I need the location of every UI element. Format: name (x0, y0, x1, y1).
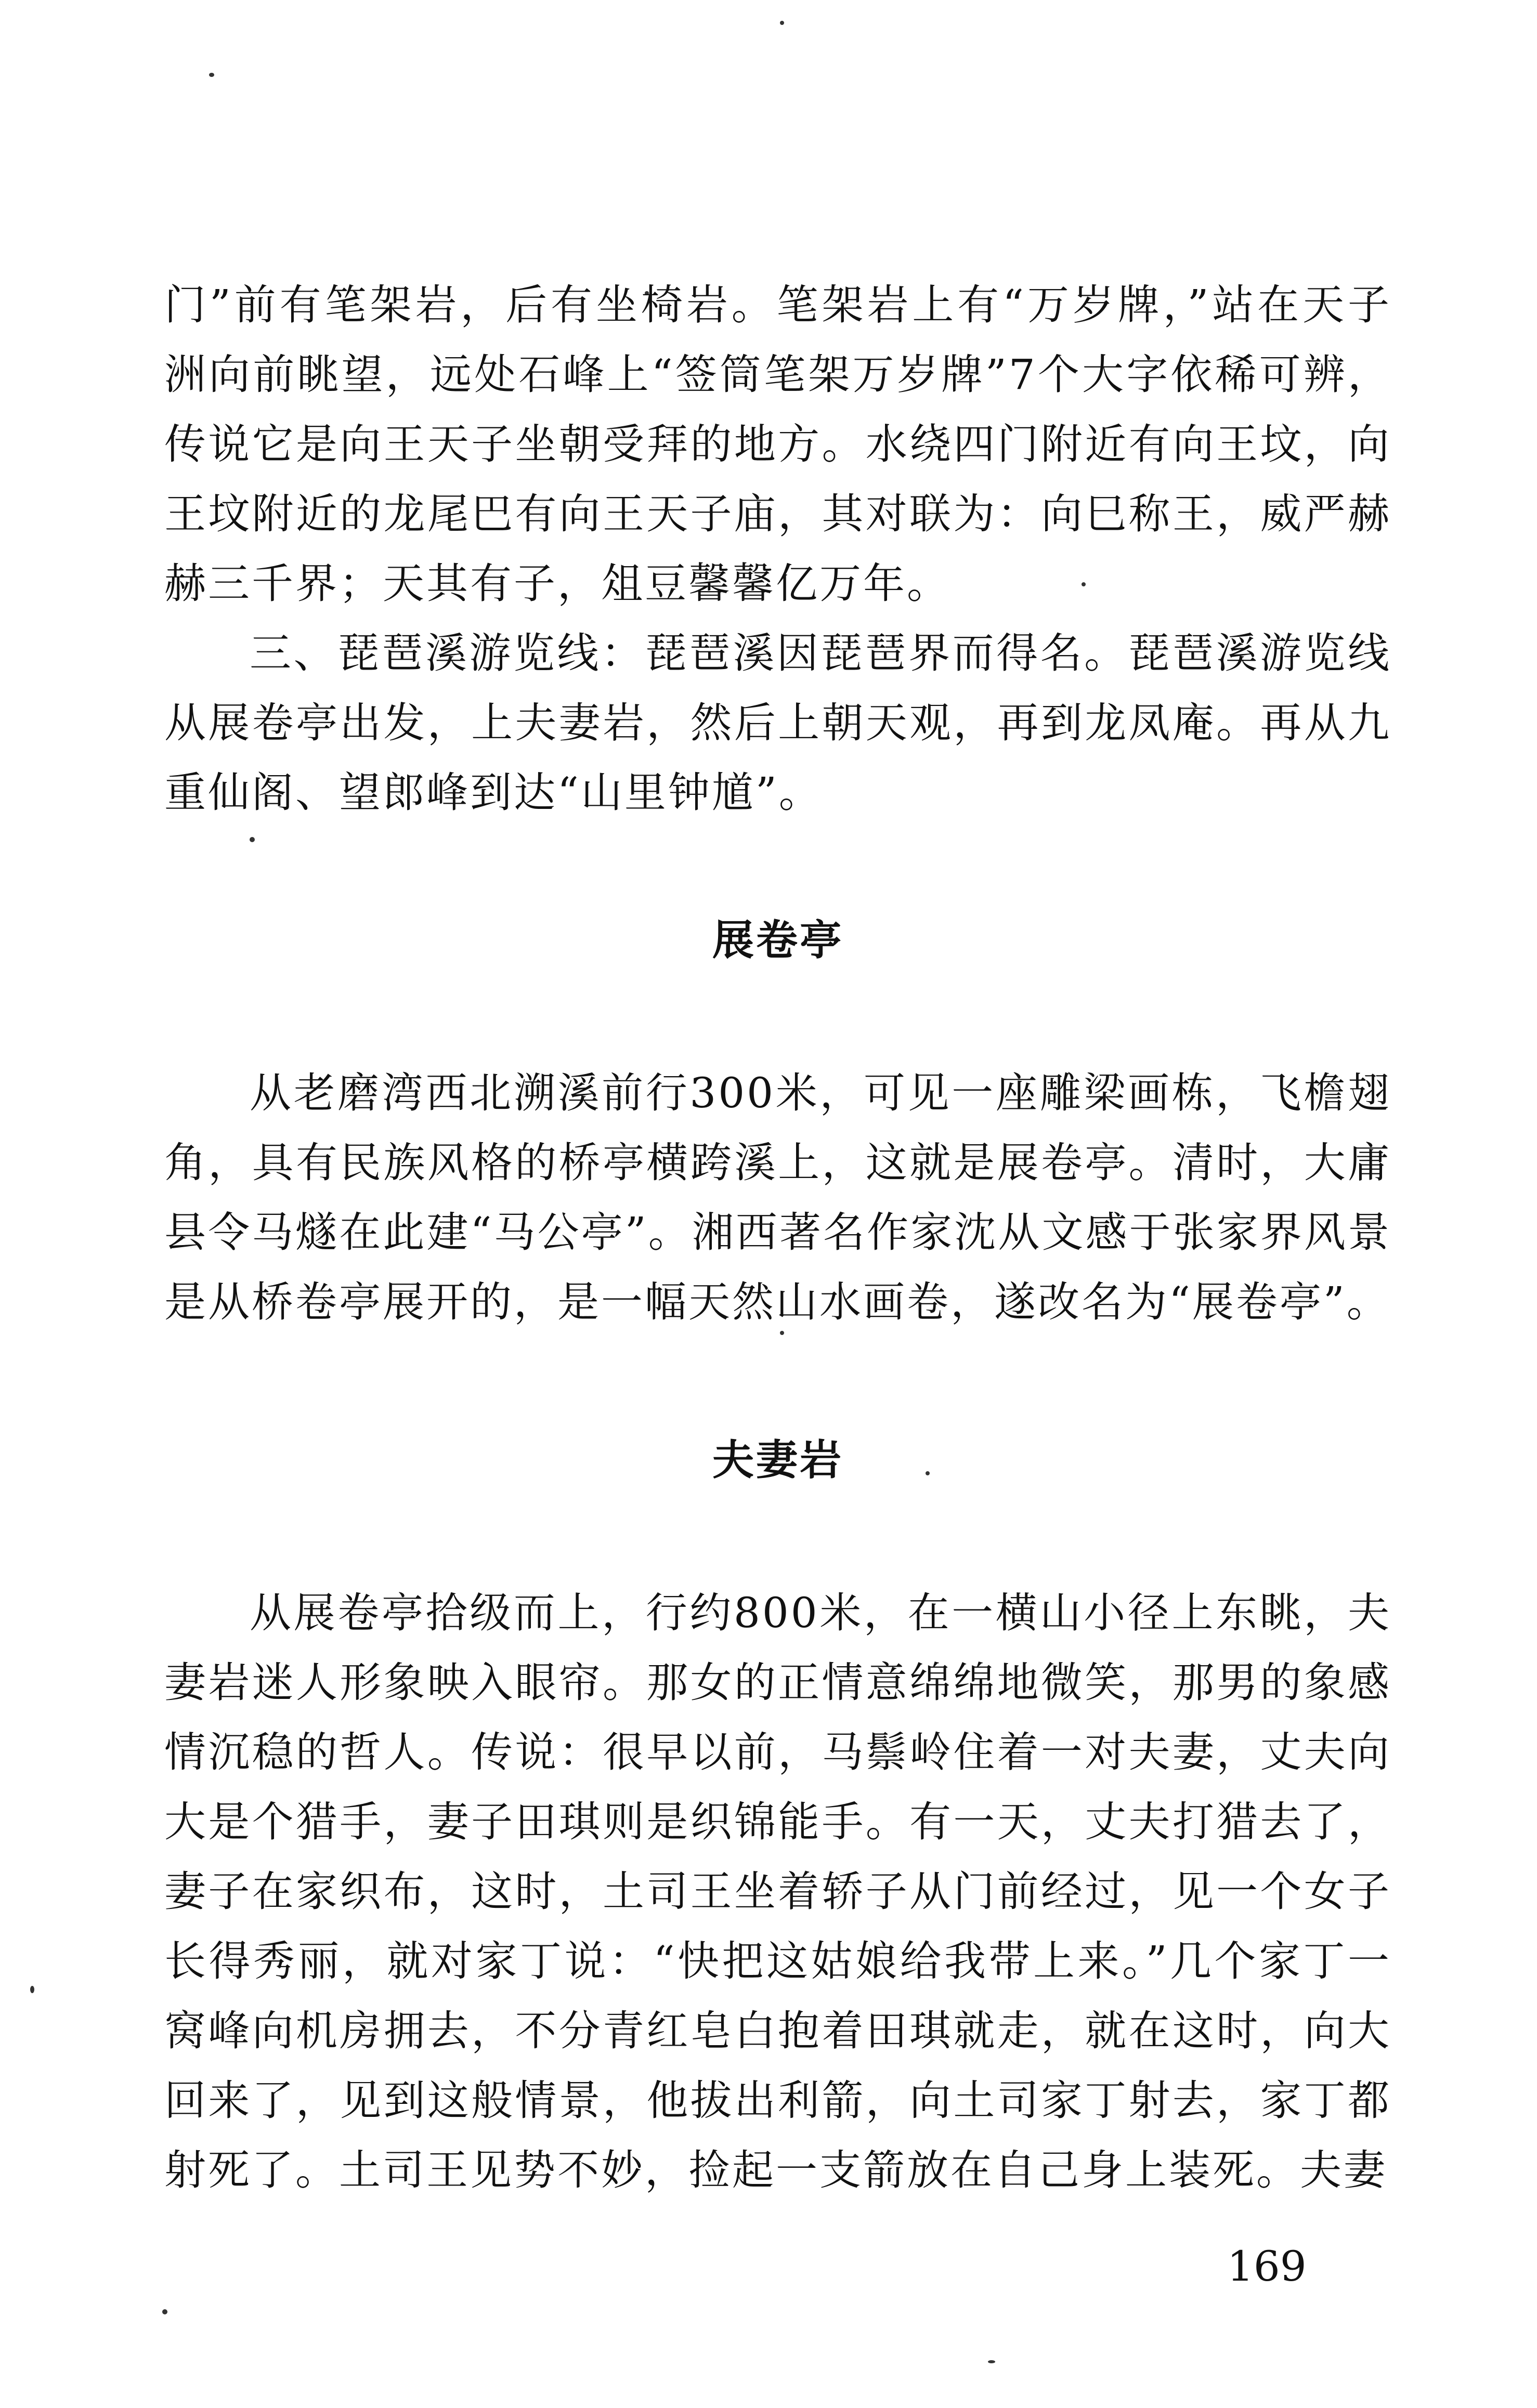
page-number: 169 (1227, 2242, 1307, 2291)
section-heading-fuqi-yan: 夫妻岩 (712, 1436, 843, 1484)
page-content (164, 270, 1391, 2205)
paragraph-tianzi-zhou: 门”前有笔架岩，后有坐椅岩。笔架岩上有“万岁牌，”站在天子洲向前眺望，远处石峰上“签筒笔架万岁牌”7个大字依稀可辨，传说它是向王天子坐朝受拜的地方。水绕四门附近有向王坟，向王坟附近的龙尾巴有向王天子庙，其对联为：向巳称王，威严赫赫三千界；天其有子，俎豆馨馨亿万年。 (164, 281, 1391, 608)
scan-speck (988, 2360, 995, 2363)
paragraph-fuqi-yan: 从展卷亭拾级而上，行约800米，在一横山小径上东眺，夫妻岩迷人形象映入眼帘。那女的正情意绵绵地微笑，那男的象感情沉稳的哲人。传说：很早以前，马鬃岭住着一对夫妻，丈夫向大是个猎手，妻子田琪则是织锦能手。有一天，丈夫打猎去了，妻子在家织布，这时，土司王坐着轿子从门前经过，见一个女子长得秀丽，就对家丁说：“快把这姑娘给我带上来。”几个家丁一窝峰向机房拥去，不分青红皂白抱着田琪就走，就在这时，向大回来了，见到这般情景，他拔出利箭，向土司家丁射去，家丁都射死了。土司王见势不妙，捡起一支箭放在自己身上装死。夫妻 (164, 1589, 1391, 2194)
paragraph-pipa-xi-route: 三、琵琶溪游览线：琵琶溪因琵琶界而得名。琵琶溪游览线从展卷亭出发，上夫妻岩，然后上朝天观，再到龙凤庵。再从九重仙阁、望郎峰到达“山里钟馗”。 (164, 629, 1391, 817)
paragraph-zhanjuan-ting: 从老磨湾西北溯溪前行300米，可见一座雕梁画栋，飞檐翅角，具有民族风格的桥亭横跨溪上，这就是展卷亭。清时，大庸县令马燧在此建“马公亭”。湘西著名作家沈从文感于张家界风景是从桥卷亭展开的，是一幅天然山水画卷，遂改名为“展卷亭”。 (164, 1069, 1391, 1326)
scan-speck (780, 21, 784, 25)
scan-speck (162, 2309, 167, 2314)
scan-speck (209, 73, 214, 77)
section-heading-zhanjuan-ting: 展卷亭 (712, 916, 843, 964)
scan-speck (30, 1986, 34, 1993)
